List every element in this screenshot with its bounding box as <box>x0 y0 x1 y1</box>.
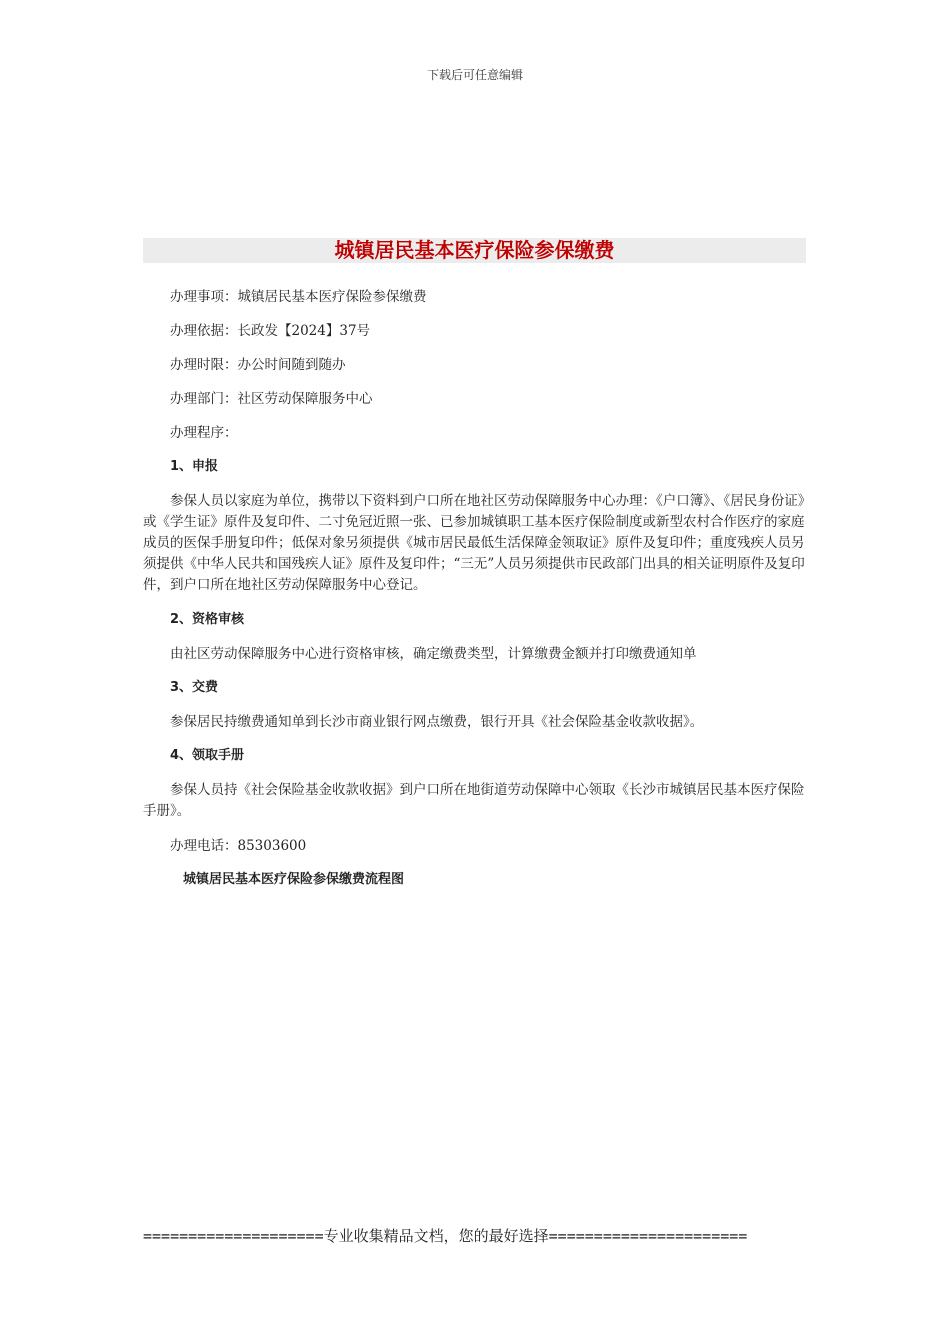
footer-rule-left: ==================== <box>143 1227 324 1245</box>
document-title: 城镇居民基本医疗保险参保缴费 <box>334 238 615 262</box>
document-body <box>143 287 806 890</box>
document-title-bar <box>143 238 806 263</box>
step-body-apply: 参保人员以家庭为单位，携带以下资料到户口所在地社区劳动保障服务中心办理：《户口簿》、《居民身份证》或《学生证》原件及复印件、二寸免冠近照一张、已参加城镇职工基本医疗保险制度或新型农村合作医疗的家庭成员的医保手册复印件；低保对象另须提供《城市居民最低生活保障金领取证》原件及复印件；重度残疾人员另须提供《中华人民共和国残疾人证》原件及复印件；“三无”人员另须提供市民政部门出具的相关证明原件及复印件，到户口所在地社区劳动保障服务中心登记。 <box>143 493 805 593</box>
flowchart-title: 城镇居民基本医疗保险参保缴费流程图 <box>183 872 405 887</box>
handling-department: 办理部门：社区劳动保障服务中心 <box>170 391 373 407</box>
footer-banner <box>143 1226 806 1246</box>
handling-item: 办理事项：城镇居民基本医疗保险参保缴费 <box>170 289 427 305</box>
step-body-payment: 参保居民持缴费通知单到长沙市商业银行网点缴费，银行开具《社会保险基金收款收据》。 <box>170 714 704 730</box>
handling-time-limit: 办理时限：办公时间随到随办 <box>170 357 346 373</box>
step-heading-payment: 3、交费 <box>170 680 219 695</box>
contact-phone: 办理电话：85303600 <box>170 838 307 854</box>
step-heading-review: 2、资格审核 <box>170 612 245 627</box>
step-heading-handbook: 4、领取手册 <box>170 748 245 763</box>
footer-rule-right: ===================== <box>548 1227 739 1245</box>
footer-text: 专业收集精品文档，您的最好选择 <box>323 1227 549 1245</box>
footer-rule-tail: = <box>738 1227 748 1245</box>
step-body-handbook: 参保人员持《社会保险基金收款收据》到户口所在地街道劳动保障中心领取《长沙市城镇居民基本医疗保险手册》。 <box>143 782 805 819</box>
procedure-label: 办理程序： <box>170 425 238 441</box>
step-heading-apply: 1、申报 <box>170 459 219 474</box>
handling-basis: 办理依据：长政发【2024】37号 <box>170 323 371 339</box>
page-header-note: 下载后可任意编辑 <box>426 68 523 82</box>
step-body-review: 由社区劳动保障服务中心进行资格审核，确定缴费类型，计算缴费金额并打印缴费通知单 <box>170 646 697 662</box>
